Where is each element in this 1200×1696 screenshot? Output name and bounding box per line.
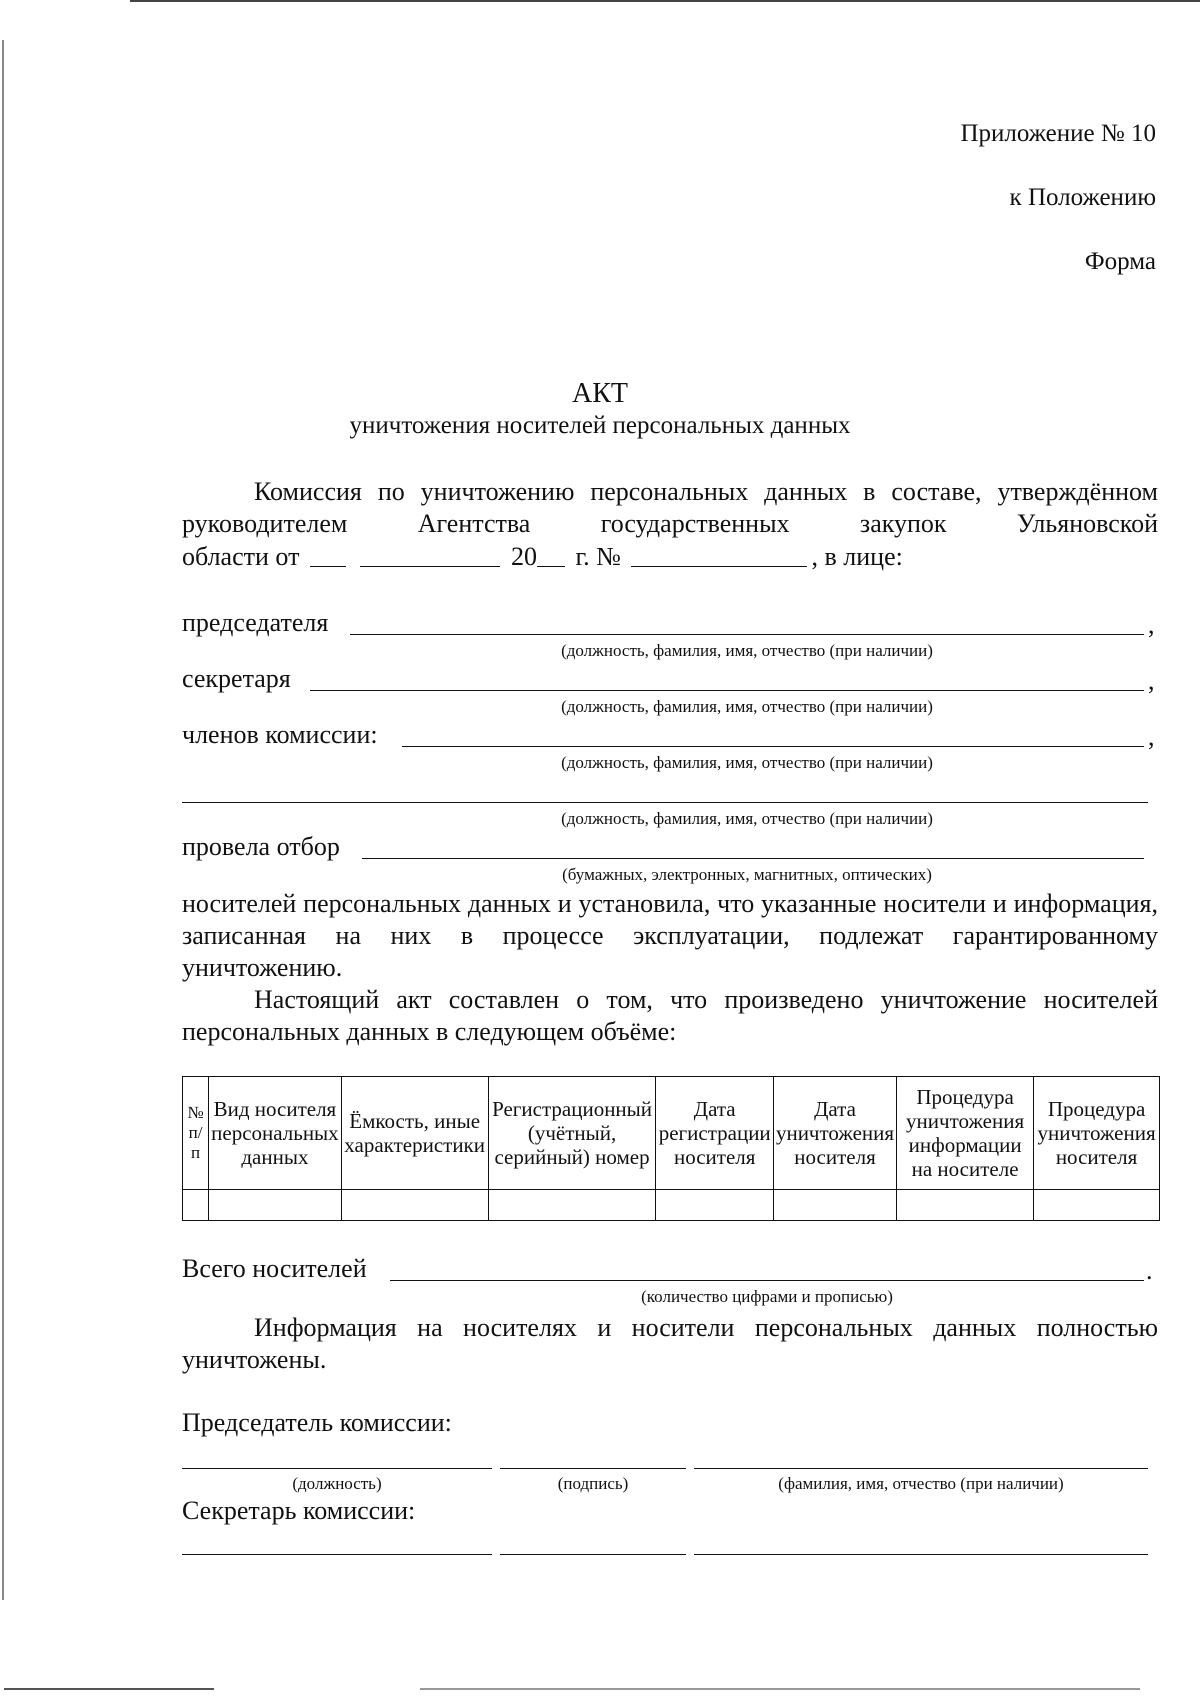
total-period: . (1146, 1256, 1153, 1285)
total-caption: (количество цифрами и прописью) (641, 1287, 893, 1306)
secretary-comma: , (1148, 666, 1155, 695)
scan-edge-left (2, 40, 4, 1600)
conclusion-text: Информация на носителях и носители персональных данных полностью уничтожены. (182, 1313, 1158, 1374)
year-prefix: 20 (510, 542, 537, 571)
chairman-name-line[interactable] (694, 1468, 1148, 1469)
table-row (183, 1190, 1160, 1221)
chairman-input-line[interactable] (350, 634, 1144, 635)
column-header-reg-number: Регистрационный (учётный, серийный) номер (488, 1077, 656, 1190)
intro-date-suffix: , в лице: (811, 542, 903, 571)
scan-mark-left (4, 1688, 214, 1690)
column-header-capacity: Ёмкость, иные характеристики (341, 1077, 488, 1190)
members-label: членов комиссии: (182, 720, 378, 749)
column-header-media-type: Вид носителя персональных данных (209, 1077, 342, 1190)
secretary-signature-line[interactable] (500, 1554, 686, 1555)
body-paragraph-2: Настоящий акт составлен о том, что произведено уничтожение носителей персональных данных в следующем объёме: (182, 985, 1158, 1046)
appendix-regulation: к Положению (1009, 184, 1156, 211)
selection-caption: (бумажных, электронных, магнитных, оптических) (562, 865, 932, 884)
body-paragraph-1: носителей персональных данных и установила, что указанные носители и информация, записанная на них в процессе эксплуатации, подлежат гарантированному уничтожению. (182, 889, 1158, 982)
table-cell[interactable] (656, 1190, 774, 1221)
members-comma: , (1148, 722, 1155, 751)
secretary-position-line[interactable] (182, 1554, 492, 1555)
year-blank[interactable] (537, 544, 565, 567)
secretary-caption: (должность, фамилия, имя, отчество (при наличии) (561, 697, 933, 716)
intro-date-prefix: области от (182, 542, 300, 571)
column-header-destruction-date: Дата уничтожения носителя (773, 1077, 896, 1190)
selection-label: провела отбор (182, 832, 340, 861)
secretary-input-line[interactable] (310, 690, 1144, 691)
secretary-signature-title: Секретарь комиссии: (182, 1496, 416, 1525)
chairman-signature-line[interactable] (500, 1468, 686, 1469)
members-caption: (должность, фамилия, имя, отчество (при наличии) (561, 753, 933, 772)
members-extra-caption: (должность, фамилия, имя, отчество (при наличии) (561, 809, 933, 828)
scan-edge-top (130, 0, 1200, 2)
chairman-comma: , (1148, 610, 1155, 639)
chairman-label: председателя (182, 608, 329, 637)
intro-text: Комиссия по уничтожению персональных данных в составе, утверждённом руководителем Агентства государственных закупок Ульяновской (182, 477, 1158, 538)
chairman-name-caption: (фамилия, имя, отчество (при наличии) (778, 1474, 1064, 1493)
table-cell[interactable] (183, 1190, 209, 1221)
column-header-number: № п/п (183, 1077, 209, 1190)
total-label: Всего носителей (182, 1254, 367, 1283)
chairman-signature-caption: (подпись) (557, 1474, 629, 1493)
month-blank[interactable] (360, 544, 500, 567)
chairman-position-line[interactable] (182, 1468, 492, 1469)
column-header-info-procedure: Процедура уничтожения информации на носителе (897, 1077, 1034, 1190)
secretary-label: секретаря (182, 664, 291, 693)
appendix-form: Форма (1084, 248, 1156, 275)
order-number-blank[interactable] (631, 544, 807, 567)
table-cell[interactable] (209, 1190, 342, 1221)
act-subtitle: уничтожения носителей персональных данных (349, 412, 851, 439)
chairman-position-caption: (должность) (292, 1474, 382, 1493)
act-title: АКТ (572, 378, 628, 409)
column-header-reg-date: Дата регистрации носителя (656, 1077, 774, 1190)
order-number-prefix: г. № (575, 542, 621, 571)
chairman-caption: (должность, фамилия, имя, отчество (при наличии) (561, 641, 933, 660)
members-extra-line[interactable] (182, 802, 1148, 803)
day-blank[interactable] (310, 544, 346, 567)
selection-input-line[interactable] (362, 858, 1144, 859)
scan-mark-bottom (420, 1688, 1140, 1690)
appendix-number: Приложение № 10 (960, 120, 1156, 147)
table-cell[interactable] (897, 1190, 1034, 1221)
members-input-line[interactable] (402, 746, 1144, 747)
table-header-row (183, 1077, 1160, 1190)
table-cell[interactable] (1034, 1190, 1160, 1221)
total-input-line[interactable] (390, 1280, 1144, 1281)
table-cell[interactable] (341, 1190, 488, 1221)
intro-date-line (182, 542, 903, 572)
table-cell[interactable] (773, 1190, 896, 1221)
chairman-signature-title: Председатель комиссии: (182, 1408, 452, 1437)
destruction-table (182, 1076, 1160, 1221)
table-cell[interactable] (488, 1190, 656, 1221)
column-header-media-procedure: Процедура уничтожения носителя (1034, 1077, 1160, 1190)
secretary-name-line[interactable] (694, 1554, 1148, 1555)
